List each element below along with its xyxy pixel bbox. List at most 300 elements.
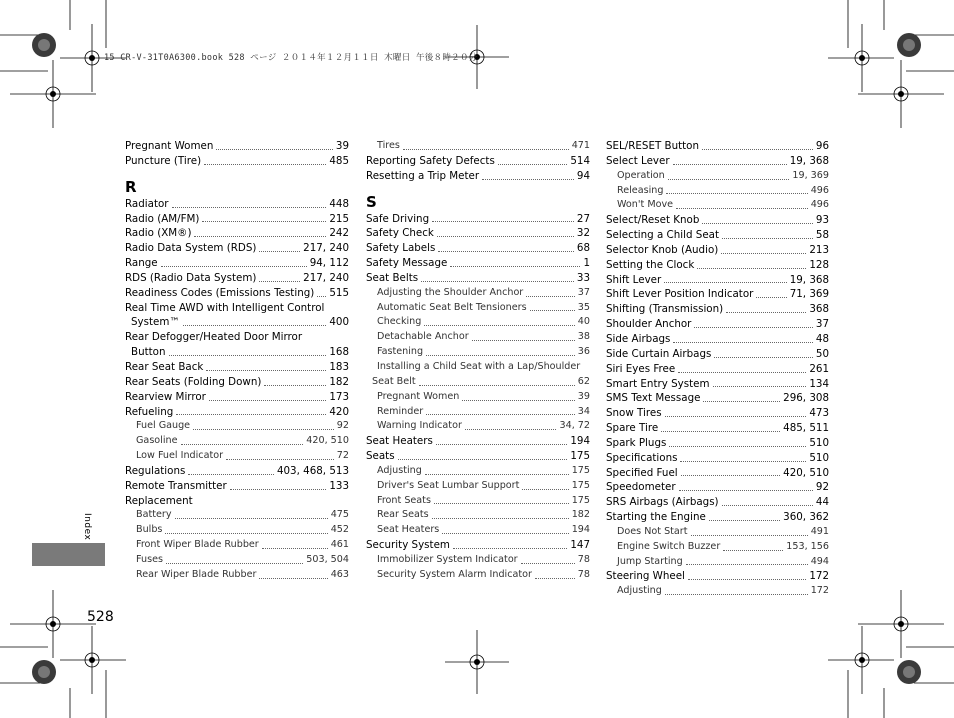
leader-dots (681, 475, 781, 476)
index-subentry (606, 584, 829, 599)
index-entry (125, 360, 349, 375)
index-term: Pregnant Women (377, 390, 460, 402)
index-term: Select/Reset Knob (606, 214, 700, 227)
leader-dots (176, 414, 326, 415)
index-entry (606, 436, 829, 451)
page-reference: 71, 369 (789, 288, 829, 301)
index-entry (606, 154, 829, 169)
index-entry (125, 405, 349, 420)
page-reference: 420, 510 (783, 466, 829, 479)
index-subentry (606, 555, 829, 570)
index-term: Fuel Gauge (136, 420, 191, 432)
leader-dots (419, 385, 575, 386)
index-term: Selector Knob (Audio) (606, 243, 719, 256)
leader-dots (522, 489, 568, 490)
leader-dots (424, 325, 574, 326)
index-subentry (366, 330, 590, 345)
leader-dots (686, 564, 808, 565)
index-entry (606, 421, 829, 436)
page-reference: 496 (810, 184, 829, 196)
index-subentry (366, 301, 590, 316)
page-reference: 403, 468, 513 (276, 464, 349, 477)
leader-dots (498, 164, 568, 165)
index-term: Warning Indicator (377, 420, 462, 432)
leader-dots (259, 578, 327, 579)
leader-dots (193, 429, 334, 430)
page-reference: 19, 368 (789, 273, 829, 286)
page-reference: 19, 368 (789, 154, 829, 167)
page-reference: 92 (336, 420, 349, 432)
index-subentry (125, 538, 349, 553)
leader-dots (209, 400, 326, 401)
index-entry (606, 480, 829, 495)
page-reference: 62 (577, 375, 590, 387)
index-subentry (366, 360, 590, 375)
index-entry (125, 494, 349, 509)
page-reference: 96 (815, 140, 829, 152)
index-entry (606, 273, 829, 288)
leader-dots (450, 266, 580, 267)
index-term: Rear Seats (377, 509, 429, 521)
leader-dots (703, 401, 780, 402)
index-subentry (366, 286, 590, 301)
page-reference: 58 (815, 229, 829, 242)
index-term: Siri Eyes Free (606, 362, 676, 375)
index-subentry (125, 419, 349, 434)
leader-dots (665, 594, 808, 595)
index-entry (366, 154, 590, 169)
leader-dots (702, 223, 813, 224)
index-term: Immobilizer System Indicator (377, 553, 518, 565)
index-term: Reminder (377, 405, 424, 417)
index-term: SRS Airbags (Airbags) (606, 496, 719, 509)
index-entry (606, 451, 829, 466)
index-entry (606, 495, 829, 510)
index-subentry (366, 375, 590, 390)
index-term: Rear Wiper Blade Rubber (136, 568, 257, 580)
leader-dots (437, 236, 574, 237)
leader-dots (661, 431, 780, 432)
index-entry (125, 271, 349, 286)
leader-dots (462, 400, 574, 401)
index-term: Regulations (125, 464, 186, 477)
index-term: Safety Labels (366, 242, 436, 255)
leader-dots (438, 251, 574, 252)
index-entry (366, 212, 590, 227)
leader-dots (702, 149, 813, 150)
page-reference: 491 (810, 525, 829, 537)
page-reference: 40 (577, 316, 590, 328)
page-reference: 34 (577, 405, 590, 417)
page-reference: 1 (583, 257, 590, 270)
page-reference: 72 (336, 450, 349, 462)
index-term: Select Lever (606, 154, 670, 167)
page-reference: 217, 240 (303, 242, 349, 255)
index-entry (125, 301, 349, 316)
page-reference: 94 (576, 169, 590, 182)
index-term: Snow Tires (606, 407, 662, 420)
index-subentry (125, 434, 349, 449)
leader-dots (442, 533, 568, 534)
leader-dots (262, 548, 328, 549)
leader-dots (713, 386, 807, 387)
leader-dots (259, 281, 300, 282)
index-column-1 (125, 139, 349, 583)
leader-dots (722, 238, 813, 239)
leader-dots (673, 342, 812, 343)
index-term: Checking (377, 316, 422, 328)
index-term: Engine Switch Buzzer (617, 540, 721, 552)
leader-dots (453, 548, 567, 549)
leader-dots (664, 282, 786, 283)
page-reference: 173 (329, 390, 349, 403)
index-entry (606, 391, 829, 406)
index-entry (606, 317, 829, 332)
index-entry (606, 302, 829, 317)
index-subentry (606, 525, 829, 540)
index-term: Pregnant Women (125, 140, 214, 152)
page-reference: 242 (329, 227, 349, 240)
leader-dots (317, 296, 326, 297)
index-entry (606, 332, 829, 347)
leader-dots (726, 312, 806, 313)
leader-dots (669, 446, 806, 447)
page-reference: 213 (809, 243, 829, 256)
page-reference: 514 (570, 154, 590, 167)
index-term: Jump Starting (617, 555, 683, 567)
index-entry (125, 345, 349, 360)
index-entry (366, 226, 590, 241)
leader-dots (183, 325, 327, 326)
index-entry (125, 241, 349, 256)
page-reference: 510 (809, 436, 829, 449)
leader-dots (666, 193, 807, 194)
print-header: 15 CR-V-31T0A6300.book 528 ページ ２０１４年１２月１１日 木曜日 午後８時２０分 (104, 53, 478, 63)
index-entry (125, 154, 349, 169)
leader-dots (161, 266, 307, 267)
index-entry (125, 390, 349, 405)
page-reference: 32 (576, 227, 590, 240)
index-term: Adjusting (617, 585, 662, 597)
leader-dots (436, 444, 567, 445)
index-term: Seats (366, 450, 395, 463)
page-reference: 93 (815, 214, 829, 227)
leader-dots (694, 327, 812, 328)
index-subentry (366, 568, 590, 583)
index-entry (606, 362, 829, 377)
index-term: Real Time AWD with Intelligent Control (125, 301, 325, 314)
leader-dots (194, 236, 326, 237)
leader-dots (172, 207, 327, 208)
leader-dots (521, 563, 575, 564)
index-term: Battery (136, 509, 172, 521)
page-reference: 448 (329, 197, 349, 210)
index-entry (366, 434, 590, 449)
leader-dots (526, 296, 575, 297)
index-subentry (606, 184, 829, 199)
index-subentry (366, 523, 590, 538)
index-entry (125, 464, 349, 479)
leader-dots (188, 474, 274, 475)
page-reference: 37 (577, 286, 590, 298)
index-subentry (366, 464, 590, 479)
index-entry (125, 256, 349, 271)
leader-dots (230, 489, 327, 490)
index-term: Radio Data System (RDS) (125, 242, 257, 255)
page-reference: 34, 72 (559, 420, 590, 432)
index-term: Reporting Safety Defects (366, 154, 495, 167)
index-term: Smart Entry System (606, 377, 710, 390)
leader-dots (169, 355, 327, 356)
index-subentry (366, 345, 590, 360)
index-term: Operation (617, 169, 665, 181)
index-term: Rear Seat Back (125, 360, 204, 373)
leader-dots (472, 340, 575, 341)
index-term: Rear Seats (Folding Down) (125, 375, 262, 388)
leader-dots (723, 550, 783, 551)
index-subentry (125, 449, 349, 464)
index-entry (606, 243, 829, 258)
index-subentry (366, 405, 590, 420)
page-reference: 39 (577, 390, 590, 402)
leader-dots (434, 503, 569, 504)
index-entry (125, 197, 349, 212)
page-reference: 261 (809, 362, 829, 375)
index-term: Front Wiper Blade Rubber (136, 539, 259, 551)
page-reference: 78 (577, 568, 590, 580)
index-term: Button (131, 346, 166, 359)
page-reference: 485 (329, 154, 349, 167)
page-reference: 134 (809, 377, 829, 390)
page-reference: 471 (571, 140, 590, 151)
leader-dots (432, 518, 569, 519)
index-entry (125, 375, 349, 390)
index-term: Adjusting (377, 464, 422, 476)
index-entry (606, 258, 829, 273)
leader-dots (432, 221, 574, 222)
leader-dots (697, 268, 806, 269)
index-subentry (366, 494, 590, 509)
index-term: Steering Wheel (606, 570, 685, 583)
index-term: Radio (AM/FM) (125, 212, 200, 225)
index-entry (125, 212, 349, 227)
page-reference: 68 (576, 242, 590, 255)
index-term: Detachable Anchor (377, 331, 469, 343)
index-term: Safety Message (366, 257, 448, 270)
leader-dots (673, 164, 787, 165)
index-term: Shifting (Transmission) (606, 303, 724, 316)
leader-dots (181, 444, 304, 445)
index-term: Releasing (617, 184, 664, 196)
index-subentry (366, 508, 590, 523)
leader-dots (665, 416, 807, 417)
page-reference: 175 (571, 464, 590, 476)
index-term: Automatic Seat Belt Tensioners (377, 301, 527, 313)
leader-dots (668, 179, 790, 180)
index-subentry (606, 198, 829, 213)
page-reference: 92 (815, 481, 829, 494)
index-term: Gasoline (136, 435, 178, 447)
leader-dots (202, 221, 326, 222)
leader-dots (535, 578, 575, 579)
page-reference: 182 (571, 509, 590, 521)
page-number: 528 (87, 609, 114, 625)
index-term: Bulbs (136, 524, 163, 536)
index-term: Side Airbags (606, 332, 671, 345)
index-term: Shoulder Anchor (606, 318, 692, 331)
index-column-2 (366, 139, 590, 583)
index-side-tab-label: Index (82, 513, 92, 541)
index-entry (366, 256, 590, 271)
page-reference: 33 (576, 271, 590, 284)
index-term: Selecting a Child Seat (606, 229, 720, 242)
leader-dots (465, 429, 557, 430)
leader-dots (398, 459, 568, 460)
index-subentry (606, 540, 829, 555)
index-entry (606, 406, 829, 421)
index-term: Resetting a Trip Meter (366, 169, 480, 182)
leader-dots (426, 414, 575, 415)
index-term: Rear Defogger/Heated Door Mirror (125, 331, 303, 344)
page-reference: 175 (570, 450, 590, 463)
section-letter: R (125, 177, 137, 196)
page-reference: 182 (329, 375, 349, 388)
index-term: Spare Tire (606, 422, 659, 435)
page-reference: 183 (329, 360, 349, 373)
index-entry (125, 139, 349, 154)
page-reference: 39 (335, 140, 349, 152)
page-reference: 461 (330, 539, 349, 551)
index-subentry (125, 523, 349, 538)
page-reference: 128 (809, 258, 829, 271)
index-term: Refueling (125, 405, 174, 418)
index-side-tab (32, 543, 105, 566)
index-subentry (366, 553, 590, 568)
index-entry (606, 569, 829, 584)
index-subentry (125, 508, 349, 523)
index-entry (606, 377, 829, 392)
page-reference: 473 (809, 407, 829, 420)
index-entry (125, 479, 349, 494)
index-term: Specifications (606, 451, 678, 464)
index-entry (606, 287, 829, 302)
index-term: Security System Alarm Indicator (377, 568, 532, 580)
index-term: Fuses (136, 553, 163, 565)
leader-dots (482, 179, 574, 180)
index-subentry (125, 553, 349, 568)
page-reference: 27 (576, 212, 590, 225)
page-reference: 194 (571, 524, 590, 536)
index-term: Rearview Mirror (125, 390, 206, 403)
page-reference: 485, 511 (783, 422, 829, 435)
index-term: System™ (131, 316, 180, 329)
leader-dots (426, 355, 575, 356)
page-reference: 496 (810, 199, 829, 211)
index-entry (366, 271, 590, 286)
index-term: Fastening (377, 346, 424, 358)
index-term: Readiness Codes (Emissions Testing) (125, 286, 315, 299)
index-entry (125, 286, 349, 301)
index-entry (606, 466, 829, 481)
index-term: Radiator (125, 197, 169, 210)
index-entry (366, 241, 590, 256)
page-reference: 168 (329, 346, 349, 359)
index-term: Puncture (Tire) (125, 154, 202, 167)
index-entry (366, 538, 590, 553)
index-entry (125, 315, 349, 330)
page-reference: 19, 369 (792, 169, 829, 181)
index-term: Seat Heaters (377, 524, 440, 536)
page-reference: 44 (815, 496, 829, 509)
index-entry (606, 510, 829, 525)
index-entry (606, 139, 829, 154)
index-term: Tires (377, 140, 400, 151)
page-reference: 50 (815, 347, 829, 360)
page-reference: 420 (329, 405, 349, 418)
index-term: Setting the Clock (606, 258, 695, 271)
leader-dots (421, 281, 574, 282)
page-reference: 38 (577, 331, 590, 343)
index-entry (366, 169, 590, 184)
index-term: Speedometer (606, 481, 676, 494)
leader-dots (175, 518, 328, 519)
index-term: Specified Fuel (606, 466, 678, 479)
page-reference: 510 (809, 451, 829, 464)
leader-dots (676, 208, 808, 209)
index-term: RDS (Radio Data System) (125, 271, 257, 284)
page-reference: 133 (329, 479, 349, 492)
leader-dots (226, 459, 334, 460)
page-reference: 48 (815, 332, 829, 345)
index-subentry (366, 479, 590, 494)
index-subentry (366, 390, 590, 405)
leader-dots (264, 385, 326, 386)
page-reference: 296, 308 (783, 392, 829, 405)
index-term: Security System (366, 539, 450, 552)
index-term: Range (125, 257, 158, 270)
page-reference: 172 (809, 570, 829, 583)
page-reference: 360, 362 (783, 511, 829, 524)
page-reference: 515 (329, 286, 349, 299)
page-reference: 463 (330, 568, 349, 580)
leader-dots (709, 520, 780, 521)
index-subentry (366, 139, 590, 154)
index-term: Shift Lever Position Indicator (606, 288, 754, 301)
index-term: Seat Belts (366, 271, 419, 284)
leader-dots (204, 164, 326, 165)
page-reference: 503, 504 (306, 553, 349, 565)
leader-dots (425, 474, 569, 475)
index-term: Safety Check (366, 227, 434, 240)
index-term: Low Fuel Indicator (136, 450, 224, 462)
index-term: Driver's Seat Lumbar Support (377, 479, 520, 491)
index-entry (125, 226, 349, 241)
index-entry (606, 228, 829, 243)
index-entry (125, 330, 349, 345)
page-reference: 172 (810, 585, 829, 597)
leader-dots (722, 505, 813, 506)
index-term: Remote Transmitter (125, 479, 227, 492)
leader-dots (714, 357, 813, 358)
index-term: Starting the Engine (606, 511, 706, 524)
leader-dots (206, 370, 326, 371)
page-reference: 35 (577, 301, 590, 313)
index-term: Radio (XM®) (125, 227, 192, 240)
index-term: Adjusting the Shoulder Anchor (377, 286, 524, 298)
leader-dots (166, 563, 303, 564)
leader-dots (721, 253, 806, 254)
leader-dots (165, 533, 327, 534)
